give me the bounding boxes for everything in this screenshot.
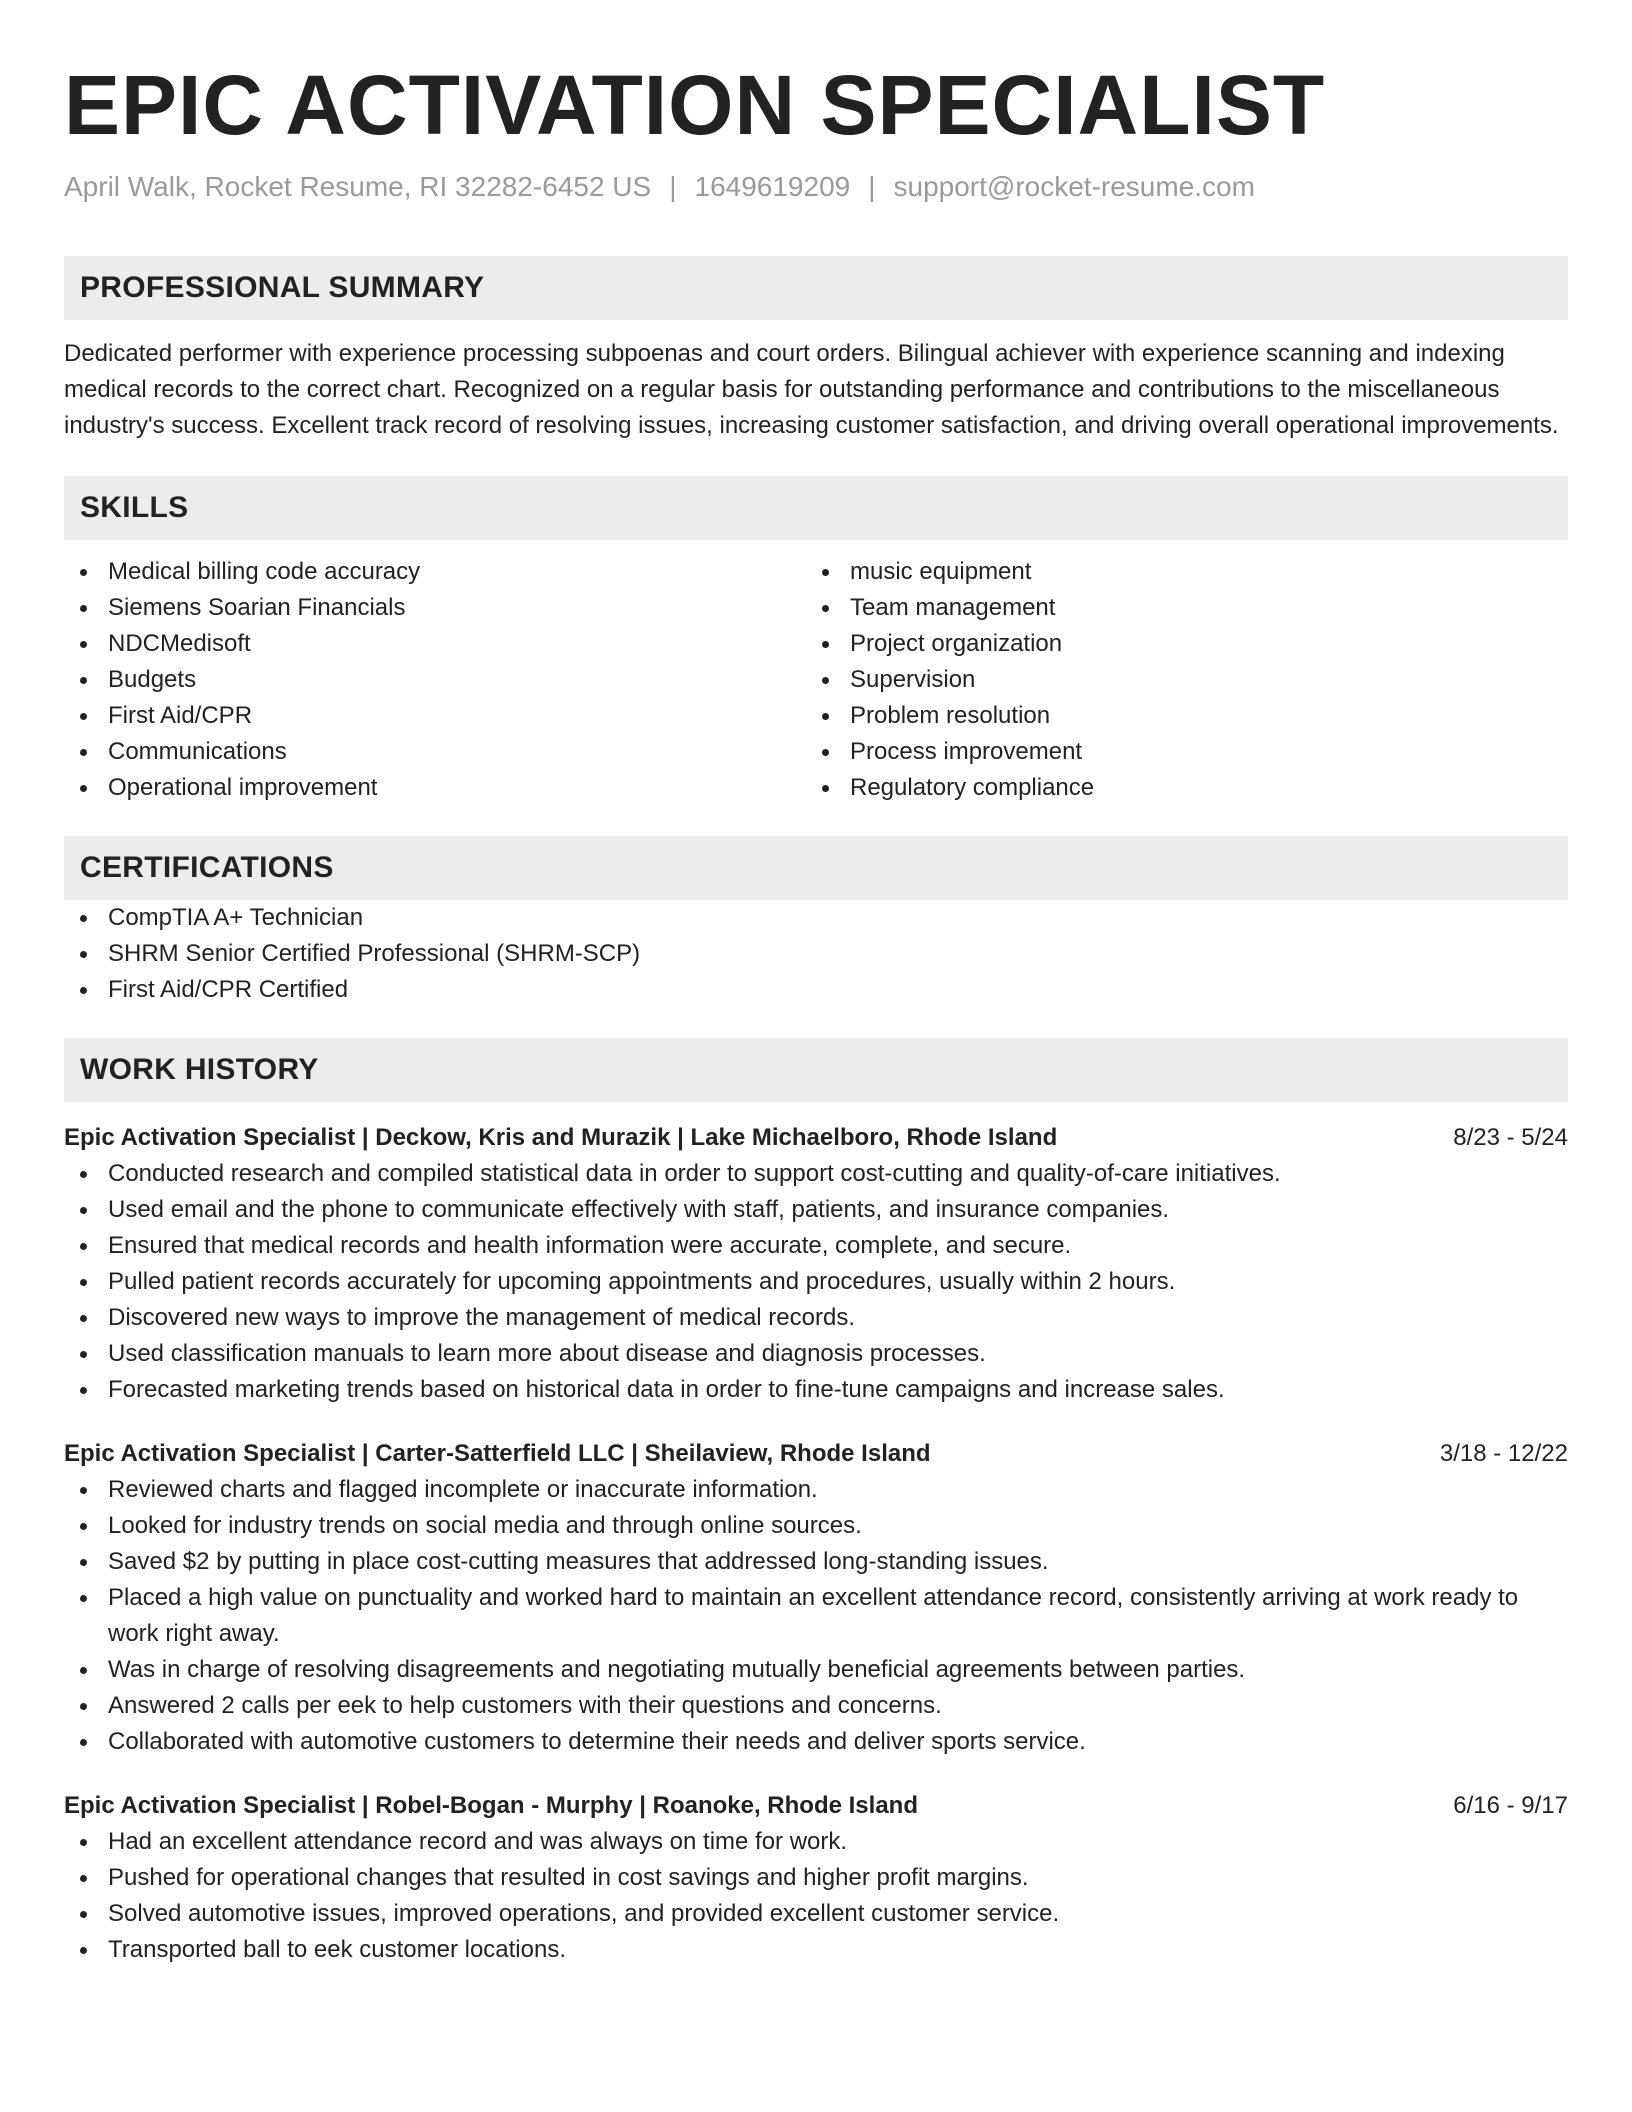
contact-address: April Walk, Rocket Resume, RI 32282-6452 US — [64, 171, 652, 202]
job-duties-list — [64, 1472, 1568, 1760]
skill-item: Communications — [64, 734, 806, 770]
skill-item: Regulatory compliance — [806, 770, 1548, 806]
skill-item: Problem resolution — [806, 698, 1548, 734]
certifications-list — [64, 900, 1568, 1008]
skill-item: Project organization — [806, 626, 1548, 662]
contact-separator: | — [669, 171, 677, 202]
job-duty: Reviewed charts and flagged incomplete or inaccurate information. — [64, 1472, 1568, 1508]
contact-phone: 1649619209 — [694, 171, 851, 202]
job-duty: Forecasted marketing trends based on historical data in order to fine-tune campaigns and increase sales. — [64, 1372, 1568, 1408]
skill-item: Medical billing code accuracy — [64, 554, 806, 590]
section-header-skills: SKILLS — [64, 476, 1568, 540]
certification-item: First Aid/CPR Certified — [64, 972, 1568, 1008]
skill-item: Budgets — [64, 662, 806, 698]
certification-item: SHRM Senior Certified Professional (SHRM-SCP) — [64, 936, 1568, 972]
job-duty: Had an excellent attendance record and was always on time for work. — [64, 1824, 1568, 1860]
job-dates: 3/18 - 12/22 — [1439, 1440, 1568, 1467]
job-duty: Used classification manuals to learn more about disease and diagnosis processes. — [64, 1336, 1568, 1372]
skills-grid — [64, 554, 1568, 806]
job-duty: Solved automotive issues, improved operations, and provided excellent customer service. — [64, 1896, 1568, 1932]
summary-text: Dedicated performer with experience processing subpoenas and court orders. Bilingual achiever with experience scanning and indexing medical records to the correct chart. Recognized on a regular basis for outstanding performance and contributions to the miscellaneous industry's success. Excellent track record of resolving issues, increasing customer satisfaction, and driving overall operational improvements. — [64, 340, 1559, 439]
skill-item: First Aid/CPR — [64, 698, 806, 734]
job-duty: Used email and the phone to communicate effectively with staff, patients, and insurance companies. — [64, 1192, 1568, 1228]
job-duty: Was in charge of resolving disagreements and negotiating mutually beneficial agreements between parties. — [64, 1652, 1568, 1688]
job-title: Epic Activation Specialist | Robel-Bogan - Murphy | Roanoke, Rhode Island — [64, 1792, 918, 1819]
skill-item: Operational improvement — [64, 770, 806, 806]
job-dates: 8/23 - 5/24 — [1453, 1124, 1568, 1151]
job-duty: Saved $2 by putting in place cost-cutting measures that addressed long-standing issues. — [64, 1544, 1568, 1580]
skills-list-left — [64, 554, 806, 806]
contact-line — [64, 170, 1568, 204]
job-entry — [64, 1436, 1568, 1760]
job-entry — [64, 1788, 1568, 1968]
job-entry — [64, 1120, 1568, 1408]
skill-item: NDCMedisoft — [64, 626, 806, 662]
job-duty: Pushed for operational changes that resulted in cost savings and higher profit margins. — [64, 1860, 1568, 1896]
job-duty: Looked for industry trends on social media and through online sources. — [64, 1508, 1568, 1544]
job-duty: Conducted research and compiled statistical data in order to support cost-cutting and quality-of-care initiatives. — [64, 1156, 1568, 1192]
section-header-certifications: CERTIFICATIONS — [64, 836, 1568, 900]
job-duty: Pulled patient records accurately for upcoming appointments and procedures, usually within 2 hours. — [64, 1264, 1568, 1300]
job-dates: 6/16 - 9/17 — [1453, 1792, 1568, 1819]
resume-title: EPIC ACTIVATION SPECIALIST — [64, 58, 1326, 152]
job-duty: Answered 2 calls per eek to help customers with their questions and concerns. — [64, 1688, 1568, 1724]
job-duties-list — [64, 1824, 1568, 1968]
skill-item: Siemens Soarian Financials — [64, 590, 806, 626]
job-duties-list — [64, 1156, 1568, 1408]
job-duty: Placed a high value on punctuality and worked hard to maintain an excellent attendance record, consistently arriving at work ready to work right away. — [64, 1580, 1568, 1652]
skill-item: music equipment — [806, 554, 1548, 590]
job-header — [64, 1436, 1568, 1472]
job-title: Epic Activation Specialist | Carter-Satterfield LLC | Sheilaview, Rhode Island — [64, 1440, 931, 1467]
skills-list-right — [806, 554, 1548, 806]
certification-item: CompTIA A+ Technician — [64, 900, 1568, 936]
skill-item: Supervision — [806, 662, 1548, 698]
contact-email: support@rocket-resume.com — [893, 171, 1255, 202]
resume-page — [64, 0, 1568, 1968]
skill-item: Team management — [806, 590, 1548, 626]
job-duty: Discovered new ways to improve the management of medical records. — [64, 1300, 1568, 1336]
job-title: Epic Activation Specialist | Deckow, Kris and Murazik | Lake Michaelboro, Rhode Island — [64, 1124, 1058, 1151]
job-duty: Ensured that medical records and health information were accurate, complete, and secure. — [64, 1228, 1568, 1264]
skill-item: Process improvement — [806, 734, 1548, 770]
contact-separator: | — [868, 171, 876, 202]
job-duty: Transported ball to eek customer locations. — [64, 1932, 1568, 1968]
job-header — [64, 1788, 1568, 1824]
section-header-summary: PROFESSIONAL SUMMARY — [64, 256, 1568, 320]
job-duty: Collaborated with automotive customers to determine their needs and deliver sports service. — [64, 1724, 1568, 1760]
job-header — [64, 1120, 1568, 1156]
section-header-work-history: WORK HISTORY — [64, 1038, 1568, 1102]
